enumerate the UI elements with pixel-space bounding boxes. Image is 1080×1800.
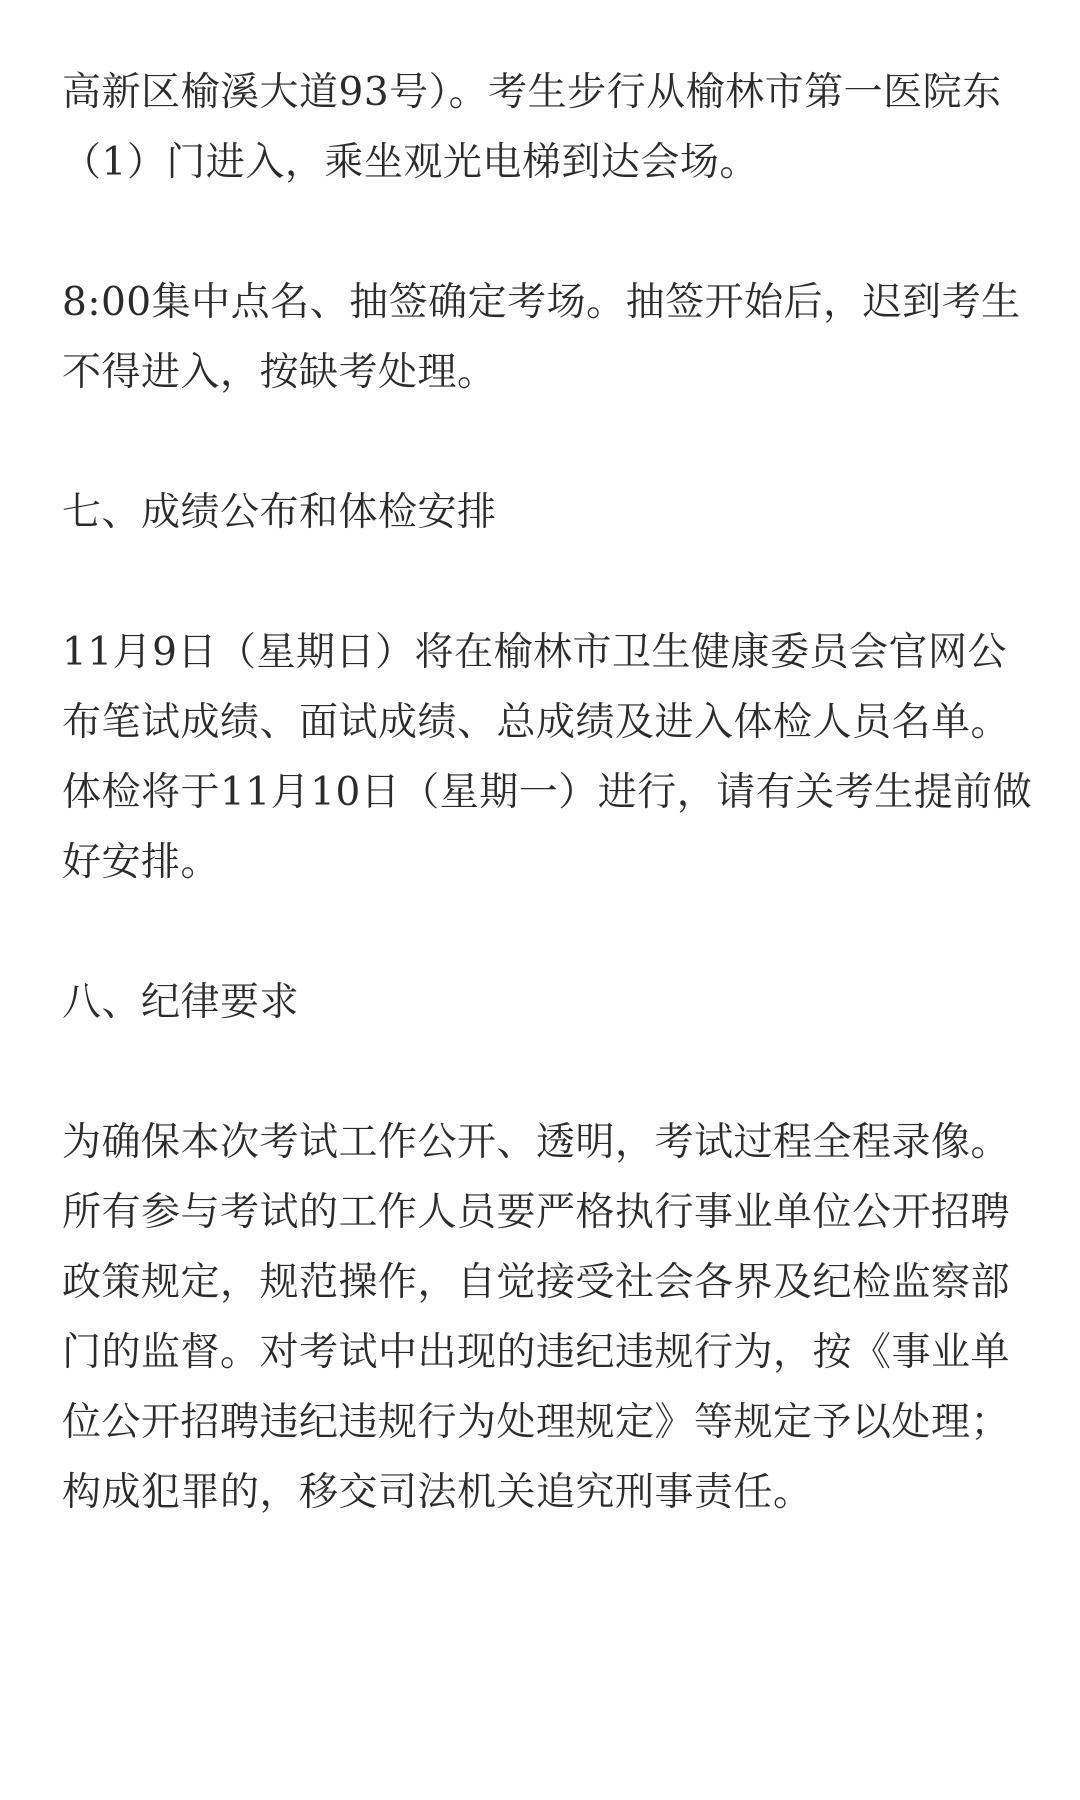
section-heading-discipline: 八、纪律要求 — [62, 980, 300, 1025]
article-body — [62, 58, 1034, 1528]
paragraph-roll-call: 8:00集中点名、抽签确定考场。抽签开始后，迟到考生不得进入，按缺考处理。 — [62, 280, 1021, 395]
paragraph-results-announcement: 11月9日（星期日）将在榆林市卫生健康委员会官网公布笔试成绩、面试成绩、总成绩及进入体检人员名单。体检将于11月10日（星期一）进行，请有关考生提前做好安排。 — [62, 630, 1033, 885]
section-heading-results: 七、成绩公布和体检安排 — [62, 490, 497, 535]
paragraph-discipline-requirements: 为确保本次考试工作公开、透明，考试过程全程录像。所有参与考试的工作人员要严格执行事业单位公开招聘政策规定，规范操作，自觉接受社会各界及纪检监察部门的监督。对考试中出现的违纪违规行为，按《事业单位公开招聘违纪违规行为处理规定》等规定予以处理；构成犯罪的，移交司法机关追究刑事责任。 — [62, 1120, 1011, 1515]
paragraph-venue-access: 高新区榆溪大道93号）。考生步行从榆林市第一医院东（1）门进入，乘坐观光电梯到达会场。 — [62, 70, 1002, 185]
